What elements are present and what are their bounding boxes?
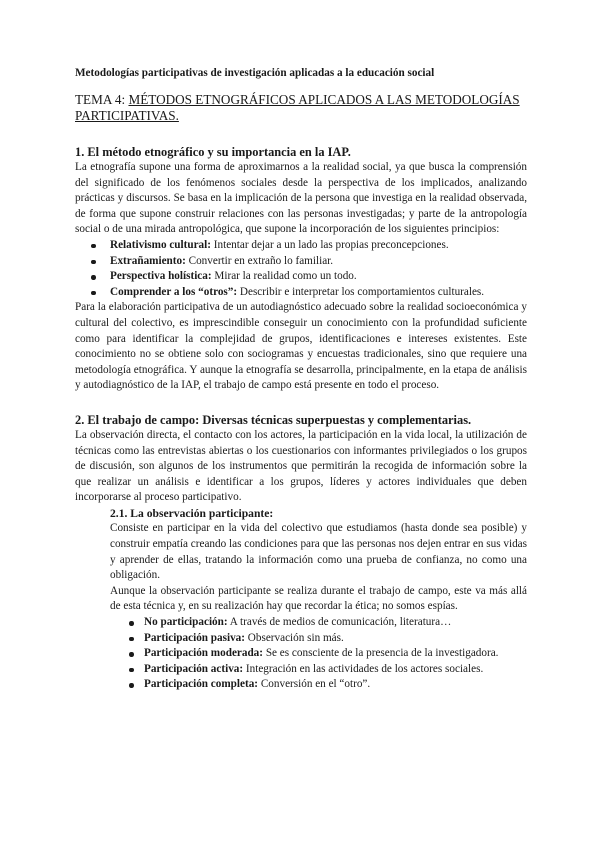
list-item: [110, 677, 527, 693]
subsection-paragraph-2: Aunque la observación participante se realiza durante el trabajo de campo, este va más allá de esta técnica y, en su realización hay que recordar la ética; no somos espías.: [110, 584, 527, 613]
course-title: Metodologías participativas de investigación aplicadas a la educación social: [75, 67, 435, 79]
principle-text: Describir e interpretar los comportamientos culturales.: [237, 285, 485, 298]
level-term: Participación pasiva:: [144, 631, 245, 644]
principle-text: Mirar la realidad como un todo.: [211, 270, 357, 283]
list-item: [75, 285, 527, 301]
section1-intro: La etnografía supone una forma de aproximarnos a la realidad social, ya que busca la comprensión del significado de los fenómenos sociales desde la perspectiva de los implicados, analizando prácticas y discursos. Se basa en la implicación de la persona que investiga en la realidad observada, de forma que supone construir relaciones con las personas investigadas; y parte de la antropología social o de una mirada antropológica, que supone la incorporación de los siguientes principios:: [75, 161, 527, 236]
principle-term: Relativismo cultural:: [110, 238, 211, 251]
tema-title-text: MÉTODOS ETNOGRÁFICOS APLICADOS A LAS METODOLOGÍAS PARTICIPATIVAS.: [75, 92, 520, 123]
principle-text: Convertir en extraño lo familiar.: [185, 254, 334, 267]
level-text: A través de medios de comunicación, literatura…: [227, 616, 452, 629]
level-text: Conversión en el “otro”.: [258, 678, 371, 691]
section2-heading: 2. El trabajo de campo: Diversas técnicas superpuestas y complementarias.: [75, 412, 472, 427]
level-text: Observación sin más.: [245, 631, 344, 644]
section2-intro: La observación directa, el contacto con los actores, la participación en la vida local, la utilización de técnicas como las entrevistas abiertas o los cuestionarios con informantes privilegiados o los grupos de discusión, son algunos de los instrumentos que permitirán la recogida de información sobre la que realizar un análisis e identificar a los grupos, líderes y actores individuales que deben incorporarse al proceso participativo.: [75, 428, 527, 504]
subsection-paragraph-1: Consiste en participar en la vida del colectivo que estudiamos (hasta donde sea posible) y construir empatía creando las condiciones para que las personas nos dejen entrar en sus vidas y aprender de ellas, tratando la información como una prueba de confianza, no como una obligación.: [110, 522, 527, 582]
principle-term: Comprender a los “otros”:: [110, 285, 238, 298]
subsection-heading: 2.1. La observación participante:: [110, 506, 274, 520]
level-term: Participación moderada:: [144, 647, 264, 660]
tema-label: TEMA 4:: [75, 92, 129, 107]
principle-term: Perspectiva holística:: [110, 270, 212, 283]
list-item: [110, 615, 527, 631]
section1-closing: Para la elaboración participativa de un autodiagnóstico adecuado sobre la realidad socioeconómica y cultural del colectivo, es imprescindible conseguir un conocimiento con la profundidad suficiente como para identificar la complejidad de grupos, identificaciones e intereses existentes. Este conocimiento no se obtiene solo con sociogramas y encuestas tradicionales, sino que requiere una metodología etnográfica. Y aunque la etnografía se desarrolla, principalmente, en la etapa de análisis y autodiagnóstico de la IAP, el trabajo de campo está presente en todo el proceso.: [75, 301, 527, 392]
tema-title: [75, 92, 527, 124]
subsection-participant-observation: [110, 506, 527, 693]
list-item: [110, 646, 527, 662]
list-item: [75, 269, 527, 285]
level-term: No participación:: [144, 616, 228, 629]
level-term: Participación completa:: [144, 678, 259, 691]
principles-list: [75, 238, 527, 300]
list-item: [110, 631, 527, 647]
level-text: Integración en las actividades de los actores sociales.: [243, 662, 484, 675]
principle-text: Intentar dejar a un lado las propias preconcepciones.: [210, 238, 449, 251]
level-text: Se es consciente de la presencia de la investigadora.: [263, 647, 499, 660]
level-term: Participación activa:: [144, 662, 244, 675]
participation-levels-list: [110, 615, 527, 693]
list-item: [110, 662, 527, 678]
principle-term: Extrañamiento:: [110, 254, 186, 267]
document-page: [75, 66, 527, 693]
list-item: [75, 254, 527, 270]
list-item: [75, 238, 527, 254]
section1-heading: 1. El método etnográfico y su importancia en la IAP.: [75, 145, 351, 159]
